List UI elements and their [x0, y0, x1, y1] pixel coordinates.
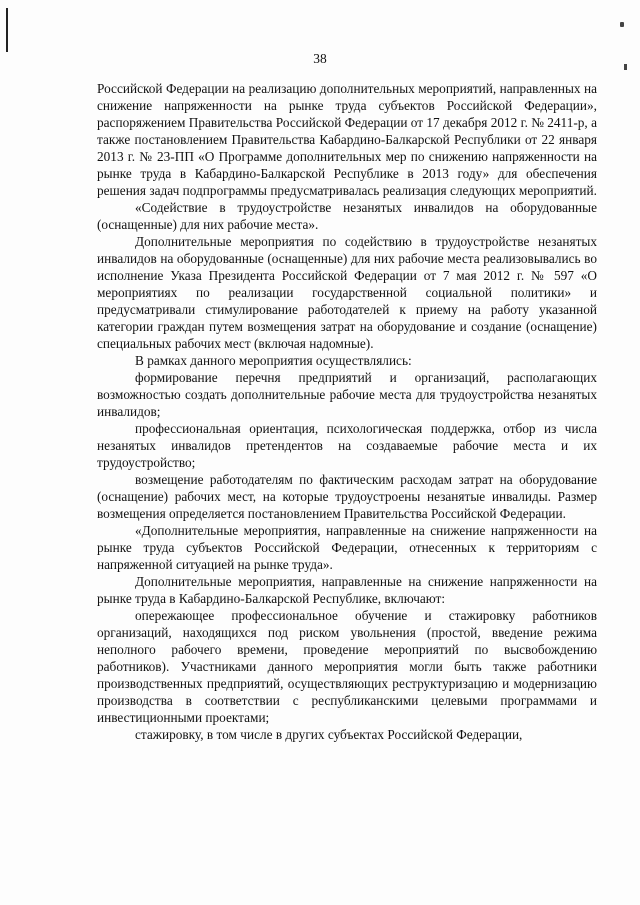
scan-speck [620, 22, 624, 27]
paragraph-section-heading: «Дополнительные мероприятия, направленные на снижение напряженности на рынке труда субъектов Российской Федерации, отнесенных к территориям с напряженной ситуацией на рынке труда». [97, 523, 597, 572]
paragraph: Дополнительные мероприятия по содействию в трудоустройстве незанятых инвалидов на оборудованные (оснащенные) для них рабочие места реализовывались во исполнение Указа Президента Российской Федерации от 7 мая 2012 г. № 597 «О мероприятиях по реализации государственной социальной политики» и предусматривали стимулирование работодателей к приему на работу указанной категории граждан путем возмещения затрат на оборудование и создание (оснащение) специальных рабочих мест (включая надомные). [97, 234, 597, 351]
paragraph-section-heading: «Содействие в трудоустройстве незанятых инвалидов на оборудованные (оснащенные) для них рабочие места». [97, 200, 597, 232]
paragraph-continuation: Российской Федерации на реализацию дополнительных мероприятий, направленных на снижение напряженности на рынке труда субъектов Российской Федерации», распоряжением Правительства Российской Федерации от 17 декабря 2012 г. № 2411-р, а также постановлением Правительства Кабардино-Балкарской Республики от 22 января 2013 г. № 23-ПП «О Программе дополнительных мер по снижению напряженности на рынке труда в Кабардино-Балкарской Республике в 2013 году» для обеспечения решения задач подпрограммы предусматривалась реализация следующих мероприятий. [97, 81, 597, 198]
paragraph: Дополнительные мероприятия, направленные на снижение напряженности на рынке труда в Кабардино-Балкарской Республике, включают: [97, 574, 597, 606]
list-item: опережающее профессиональное обучение и стажировку работников организаций, находящихся под риском увольнения (простой, введение режима неполного рабочего времени, проведение мероприятий по высвобождению работников). Участниками данного мероприятия могли быть также работники производственных предприятий, осуществляющих реструктуризацию и модернизацию производства в соответствии с республиканскими целевыми программами и инвестиционными проектами; [97, 608, 597, 725]
page-number: 38 [313, 51, 327, 66]
list-item: возмещение работодателям по фактическим расходам затрат на оборудование (оснащение) рабочих мест, на которые трудоустроены незанятые инвалиды. Размер возмещения определяется постановлением Правительства Российской Федерации. [97, 472, 597, 521]
paragraph: В рамках данного мероприятия осуществлялись: [135, 353, 412, 368]
list-item: формирование перечня предприятий и организаций, располагающих возможностью создать дополнительные рабочие места для трудоустройства незанятых инвалидов; [97, 370, 597, 419]
list-item: профессиональная ориентация, психологическая поддержка, отбор из числа незанятых инвалидов претендентов на создаваемые рабочие места и их трудоустройство; [97, 421, 597, 470]
list-item: стажировку, в том числе в других субъектах Российской Федерации, [135, 727, 523, 742]
scan-edge-mark [6, 8, 8, 52]
document-body [97, 80, 597, 743]
